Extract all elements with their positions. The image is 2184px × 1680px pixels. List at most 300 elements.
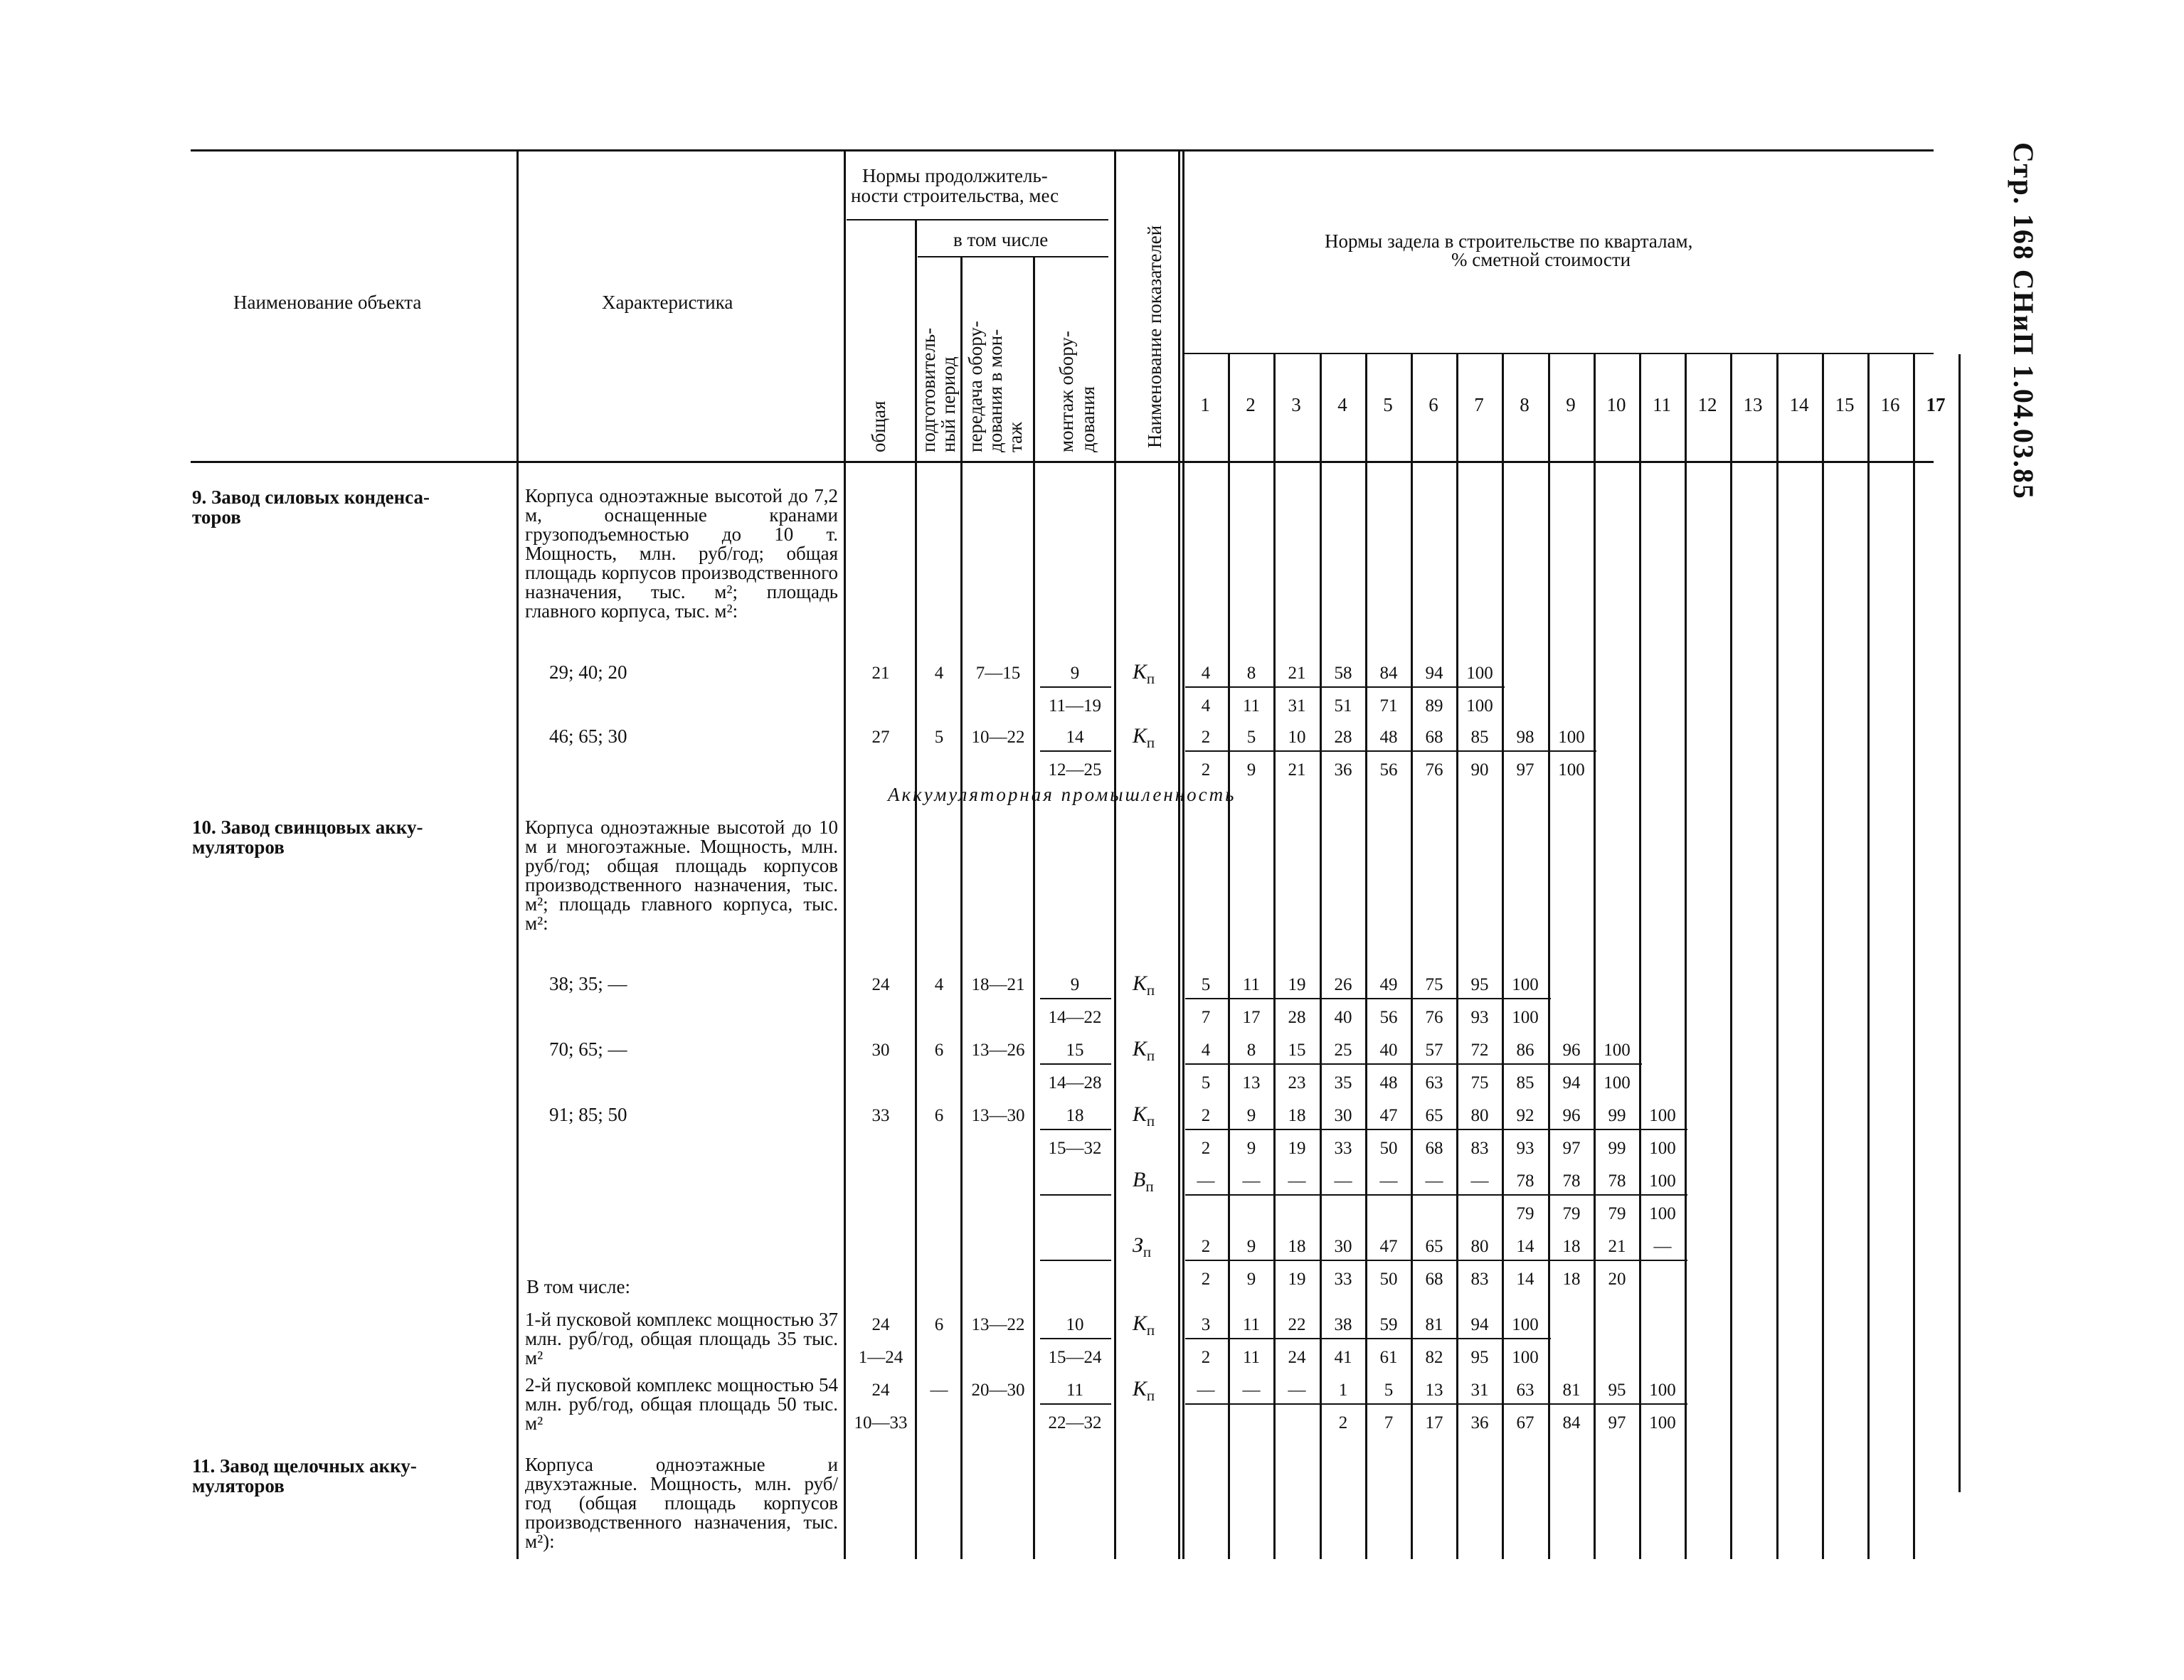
duration-transfer: 7—15	[975, 664, 1021, 683]
duration-mount: 15	[1066, 1041, 1084, 1060]
capacity-label: 38; 35; —	[549, 973, 627, 994]
fraction-bar	[1185, 998, 1551, 999]
fraction-bar	[1185, 686, 1505, 688]
header-sub-mount-1: монтаж обору-	[1056, 331, 1077, 452]
quarter-value: 93	[1470, 1008, 1489, 1027]
quarter-value: 49	[1379, 975, 1398, 994]
quarter-col-rule	[1822, 354, 1824, 1559]
duration-mount: 14—28	[1048, 1073, 1102, 1092]
indicator-subscript: п	[1146, 1387, 1155, 1404]
quarter-value: 11	[1242, 696, 1261, 716]
quarter-value: 84	[1379, 664, 1398, 683]
quarter-value: 36	[1470, 1413, 1489, 1432]
indicator-subscript: п	[1146, 1322, 1155, 1339]
quarter-value: 68	[1425, 728, 1443, 747]
header-quarter-7: 7	[1474, 394, 1484, 415]
header-quarter-4: 4	[1337, 394, 1347, 415]
quarter-value: —	[1197, 1381, 1215, 1400]
quarter-value: 100	[1649, 1204, 1676, 1223]
object-11-name-line2: муляторов	[192, 1475, 285, 1496]
quarter-value: 57	[1425, 1041, 1443, 1060]
header-quarter-8: 8	[1520, 394, 1530, 415]
header-bottom-rule	[191, 461, 1934, 463]
object-9-name-line2: торов	[192, 506, 241, 528]
quarter-value: 83	[1470, 1139, 1489, 1158]
quarter-col-rule	[1958, 354, 1961, 1492]
duration-prep: 6	[934, 1106, 944, 1125]
indicator-symbol	[1133, 661, 1155, 686]
col-rule-indicator	[1178, 151, 1180, 1559]
header-quarter-16: 16	[1880, 394, 1900, 415]
quarter-value: 15	[1288, 1041, 1306, 1060]
fraction-bar	[1040, 1338, 1111, 1339]
header-quarter-3: 3	[1291, 394, 1301, 415]
quarter-value: 2	[1338, 1413, 1348, 1432]
object-11-characteristic: Корпуса одноэтажные и двухэтажные. Мощность, млн. руб/год (общая площадь корпусов производственного назначения, тыс. м²):	[525, 1454, 838, 1552]
quarter-value: 18	[1288, 1237, 1306, 1256]
quarter-value: 58	[1334, 664, 1352, 683]
quarter-value: 61	[1379, 1348, 1398, 1367]
col-rule-char	[844, 151, 846, 1559]
quarter-value: 68	[1425, 1270, 1443, 1289]
quarter-value: 71	[1379, 696, 1398, 716]
quarter-value: 94	[1470, 1315, 1489, 1334]
quarter-value: 79	[1516, 1204, 1534, 1223]
quarter-value: 89	[1425, 696, 1443, 716]
quarter-col-rule	[1273, 354, 1276, 1559]
object-10-characteristic: Корпуса одноэтажные высотой до 10 м и многоэтажные. Мощность, млн. руб/год; общая площадь корпусов производственного назначения, тыс. м²; площадь главного корпуса, тыс. м²:	[525, 817, 838, 934]
header-quarter-12: 12	[1697, 394, 1717, 415]
quarter-col-rule	[1776, 354, 1779, 1559]
fraction-bar	[1040, 1260, 1111, 1261]
indicator-subscript: п	[1146, 1047, 1155, 1064]
quarter-value: —	[1470, 1171, 1489, 1191]
quarter-value: 81	[1425, 1315, 1443, 1334]
quarter-value: 30	[1334, 1237, 1352, 1256]
quarter-value: 100	[1603, 1041, 1631, 1060]
duration-prep: —	[930, 1381, 948, 1400]
quarter-value: 63	[1516, 1381, 1534, 1400]
quarter-value: 4	[1201, 1041, 1211, 1060]
quarter-value: 22	[1288, 1315, 1306, 1334]
quarter-value: 9	[1246, 1106, 1256, 1125]
col-rule-trans	[1033, 257, 1035, 1559]
header-norms-line2: ности строительства, мес	[851, 185, 1059, 206]
object-9-characteristic: Корпуса одноэтажные высотой до 7,2 м, оснащенные кранами грузоподъемностью до 10 т. Мощность, млн. руб/год; общая площадь корпусов производственного назначения, тыс. м²; площадь главного корпуса, тыс. м²:	[525, 485, 838, 622]
quarter-value: 75	[1425, 975, 1443, 994]
duration-transfer: 13—30	[971, 1106, 1025, 1125]
fraction-bar	[1185, 1338, 1551, 1339]
quarter-value: 7	[1384, 1413, 1394, 1432]
quarter-value: 9	[1246, 1139, 1256, 1158]
col-rule-total	[915, 220, 917, 1559]
quarter-value: 50	[1379, 1270, 1398, 1289]
quarter-value: 5	[1246, 728, 1256, 747]
quarter-value: 9	[1246, 760, 1256, 780]
zadel-subrule	[1182, 353, 1934, 354]
header-quarter-10: 10	[1606, 394, 1626, 415]
quarter-value: 5	[1384, 1381, 1394, 1400]
object-10-name-line1: 10. Завод свинцовых акку-	[192, 817, 423, 838]
header-norms-line1: Нормы продолжитель-	[862, 165, 1048, 186]
quarter-value: 35	[1334, 1073, 1352, 1092]
quarter-value: —	[1242, 1171, 1261, 1191]
fraction-bar	[1040, 998, 1111, 999]
quarter-col-rule	[1365, 354, 1367, 1559]
quarter-value: 38	[1334, 1315, 1352, 1334]
quarter-value: 33	[1334, 1270, 1352, 1289]
quarter-col-rule	[1411, 354, 1413, 1559]
indicator-letter: К	[1133, 660, 1147, 684]
quarter-value: 2	[1201, 1270, 1211, 1289]
quarter-value: 100	[1603, 1073, 1631, 1092]
quarter-value: 23	[1288, 1073, 1306, 1092]
duration-mount: 14	[1066, 728, 1084, 747]
quarter-value: 5	[1201, 975, 1211, 994]
norms-subrule	[847, 219, 1108, 220]
quarter-value: 36	[1334, 760, 1352, 780]
quarter-value: 17	[1242, 1008, 1261, 1027]
duration-mount: 15—32	[1048, 1139, 1102, 1158]
indicator-symbol	[1133, 1235, 1151, 1260]
duration-total: 24	[871, 1381, 890, 1400]
header-name-col: Наименование объекта	[233, 292, 422, 313]
quarter-col-rule	[1867, 354, 1870, 1559]
quarter-value: 3	[1201, 1315, 1211, 1334]
duration-mount: 10	[1066, 1315, 1084, 1334]
top-rule	[191, 149, 1934, 151]
duration-mount: 11	[1066, 1381, 1084, 1400]
quarter-col-rule	[1502, 354, 1504, 1559]
indicator-symbol	[1133, 725, 1155, 750]
quarter-value: 1	[1338, 1381, 1348, 1400]
quarter-value: 83	[1470, 1270, 1489, 1289]
quarter-value: 85	[1470, 728, 1489, 747]
indicator-subscript: п	[1146, 1112, 1155, 1129]
duration-prep: 6	[934, 1315, 944, 1334]
duration-total: 10—33	[854, 1413, 908, 1432]
quarter-value: 96	[1562, 1106, 1581, 1125]
quarter-value: 47	[1379, 1106, 1398, 1125]
col-rule-mount	[1114, 151, 1116, 1559]
quarter-value: 94	[1562, 1073, 1581, 1092]
fraction-bar	[1185, 1063, 1642, 1065]
fraction-bar	[1040, 686, 1111, 688]
duration-prep: 6	[934, 1041, 944, 1060]
quarter-value: 31	[1470, 1381, 1489, 1400]
quarter-value: 21	[1288, 664, 1306, 683]
quarter-value: 79	[1562, 1204, 1581, 1223]
indicator-symbol	[1133, 1378, 1155, 1403]
quarter-value: 92	[1516, 1106, 1534, 1125]
quarter-value: 18	[1562, 1237, 1581, 1256]
quarter-value: 21	[1288, 760, 1306, 780]
indicator-symbol	[1133, 1104, 1155, 1129]
quarter-value: 2	[1201, 1348, 1211, 1367]
quarter-value: 68	[1425, 1139, 1443, 1158]
quarter-value: 78	[1516, 1171, 1534, 1191]
fraction-bar	[1040, 1063, 1111, 1065]
quarter-value: 8	[1246, 1041, 1256, 1060]
indicator-subscript: п	[1146, 670, 1155, 687]
header-quarter-1: 1	[1200, 394, 1210, 415]
capacity-label: 46; 65; 30	[549, 725, 627, 747]
quarter-col-rule	[1182, 151, 1184, 1559]
quarter-value: 84	[1562, 1413, 1581, 1432]
duration-prep: 4	[934, 664, 944, 683]
quarter-value: 18	[1562, 1270, 1581, 1289]
fraction-bar	[1185, 1260, 1687, 1261]
indicator-subscript: п	[1146, 734, 1155, 751]
duration-mount: 18	[1066, 1106, 1084, 1125]
fraction-bar	[1185, 1129, 1687, 1130]
quarter-value: 99	[1608, 1106, 1626, 1125]
duration-total: 21	[871, 664, 890, 683]
indicator-symbol	[1133, 1038, 1155, 1063]
duration-prep: 4	[934, 975, 944, 994]
quarter-col-rule	[1320, 354, 1322, 1559]
quarter-value: 63	[1425, 1073, 1443, 1092]
quarter-value: 25	[1334, 1041, 1352, 1060]
fraction-bar	[1040, 1403, 1111, 1405]
duration-total: 24	[871, 1315, 890, 1334]
header-quarter-13: 13	[1743, 394, 1763, 415]
header-quarter-5: 5	[1383, 394, 1393, 415]
quarter-value: 19	[1288, 975, 1306, 994]
header-incl: в том числе	[953, 229, 1049, 250]
duration-mount: 22—32	[1048, 1413, 1102, 1432]
quarter-value: 48	[1379, 1073, 1398, 1092]
quarter-value: 100	[1512, 1008, 1539, 1027]
col-rule-prep	[960, 257, 963, 1559]
quarter-value: —	[1334, 1171, 1352, 1191]
quarter-value: 9	[1246, 1270, 1256, 1289]
quarter-value: 4	[1201, 664, 1211, 683]
duration-total: 30	[871, 1041, 890, 1060]
duration-transfer: 10—22	[971, 728, 1025, 747]
duration-mount: 14—22	[1048, 1008, 1102, 1027]
header-quarter-15: 15	[1835, 394, 1855, 415]
quarter-value: 14	[1516, 1237, 1534, 1256]
duration-total: 27	[871, 728, 890, 747]
quarter-value: —	[1653, 1237, 1672, 1256]
indicator-letter: К	[1133, 724, 1147, 748]
quarter-value: 11	[1242, 975, 1261, 994]
quarter-value: 98	[1516, 728, 1534, 747]
object-10-name-line2: муляторов	[192, 836, 285, 858]
header-sub-prep-2: ный период	[938, 356, 959, 452]
quarter-value: 2	[1201, 1106, 1211, 1125]
fraction-bar	[1185, 1403, 1687, 1405]
duration-mount: 11—19	[1048, 696, 1102, 716]
quarter-col-rule	[1228, 354, 1230, 1559]
quarter-value: 99	[1608, 1139, 1626, 1158]
quarter-value: 80	[1470, 1106, 1489, 1125]
quarter-value: 8	[1246, 664, 1256, 683]
quarter-value: 30	[1334, 1106, 1352, 1125]
quarter-value: 81	[1562, 1381, 1581, 1400]
duration-total: 33	[871, 1106, 890, 1125]
duration-mount: 15—24	[1048, 1348, 1102, 1367]
quarter-value: 95	[1470, 975, 1489, 994]
duration-transfer: 13—22	[971, 1315, 1025, 1334]
quarter-value: 100	[1649, 1381, 1676, 1400]
quarter-value: 2	[1201, 760, 1211, 780]
fraction-bar	[1185, 750, 1596, 752]
quarter-value: —	[1288, 1171, 1306, 1191]
duration-total: 1—24	[858, 1348, 903, 1367]
quarter-value: 40	[1334, 1008, 1352, 1027]
quarter-value: 20	[1608, 1270, 1626, 1289]
quarter-value: 72	[1470, 1041, 1489, 1060]
quarter-value: 82	[1425, 1348, 1443, 1367]
quarter-value: 19	[1288, 1270, 1306, 1289]
quarter-value: 80	[1470, 1237, 1489, 1256]
quarter-col-rule	[1548, 354, 1550, 1559]
indicator-letter: К	[1133, 1377, 1147, 1400]
quarter-col-rule	[1685, 354, 1687, 1559]
quarter-value: 56	[1379, 1008, 1398, 1027]
quarter-value: 56	[1379, 760, 1398, 780]
quarter-value: 5	[1201, 1073, 1211, 1092]
indicator-letter: К	[1133, 1037, 1147, 1060]
header-zadel-line2: % сметной стоимости	[1451, 249, 1631, 270]
quarter-value: 33	[1334, 1139, 1352, 1158]
quarter-value: —	[1197, 1171, 1215, 1191]
quarter-value: 28	[1334, 728, 1352, 747]
quarter-value: —	[1379, 1171, 1398, 1191]
quarter-value: 48	[1379, 728, 1398, 747]
duration-prep: 5	[934, 728, 944, 747]
fraction-bar	[1040, 1194, 1111, 1196]
quarter-value: 100	[1649, 1171, 1676, 1191]
quarter-value: 90	[1470, 760, 1489, 780]
quarter-value: 78	[1608, 1171, 1626, 1191]
header-zadel-line1: Нормы задела в строительстве по кварталам,	[1325, 230, 1693, 252]
capacity-label: 91; 85; 50	[549, 1104, 627, 1125]
quarter-value: 76	[1425, 760, 1443, 780]
indicator-letter: К	[1133, 1312, 1147, 1335]
indicator-subscript: п	[1143, 1243, 1152, 1260]
quarter-value: 97	[1562, 1139, 1581, 1158]
duration-transfer: 13—26	[971, 1041, 1025, 1060]
header-sub-transfer-2: дования в мон-	[985, 329, 1006, 452]
object-9-name-line1: 9. Завод силовых конденса-	[192, 487, 430, 508]
capacity-label: 70; 65; —	[549, 1038, 627, 1060]
object-10-launch-complex-2: 2-й пусковой комплекс мощностью 54 млн. руб/год, общая площадь 50 тыс. м²	[525, 1374, 838, 1434]
header-quarter-9: 9	[1566, 394, 1576, 415]
quarter-value: 50	[1379, 1139, 1398, 1158]
quarter-value: 41	[1334, 1348, 1352, 1367]
quarter-value: 51	[1334, 696, 1352, 716]
header-indicator: Наименование показателей	[1144, 225, 1165, 448]
quarter-value: 11	[1242, 1315, 1261, 1334]
header-char-col: Характеристика	[602, 292, 733, 313]
incl-subrule	[918, 256, 1108, 257]
quarter-value: 94	[1425, 664, 1443, 683]
quarter-col-rule	[1913, 354, 1915, 1559]
quarter-value: 76	[1425, 1008, 1443, 1027]
header-quarter-6: 6	[1428, 394, 1438, 415]
header-sub-transfer-1: передача обору-	[965, 321, 986, 452]
quarter-value: 24	[1288, 1348, 1306, 1367]
quarter-value: 86	[1516, 1041, 1534, 1060]
indicator-letter: В	[1133, 1168, 1146, 1191]
duration-transfer: 20—30	[971, 1381, 1025, 1400]
quarter-value: 10	[1288, 728, 1306, 747]
quarter-value: 97	[1608, 1413, 1626, 1432]
quarter-value: 100	[1558, 760, 1585, 780]
quarter-col-rule	[1456, 354, 1458, 1559]
indicator-letter: З	[1133, 1233, 1143, 1257]
header-quarter-2: 2	[1246, 394, 1256, 415]
quarter-value: 21	[1608, 1237, 1626, 1256]
quarter-col-rule	[1730, 354, 1732, 1559]
quarter-value: 47	[1379, 1237, 1398, 1256]
quarter-value: 100	[1466, 664, 1493, 683]
quarter-value: 9	[1246, 1237, 1256, 1256]
fraction-bar	[1185, 1194, 1687, 1196]
fraction-bar	[1040, 1129, 1111, 1130]
quarter-value: 67	[1516, 1413, 1534, 1432]
indicator-letter: К	[1133, 1102, 1147, 1126]
quarter-value: 100	[1649, 1106, 1676, 1125]
section-battery-industry: Аккумуляторная промышленность	[888, 784, 1236, 805]
header-sub-total: общая	[868, 400, 889, 452]
quarter-value: 59	[1379, 1315, 1398, 1334]
header-quarter-17: 17	[1926, 394, 1946, 415]
quarter-value: 13	[1425, 1381, 1443, 1400]
duration-mount: 9	[1070, 975, 1080, 994]
quarter-value: 100	[1466, 696, 1493, 716]
quarter-value: —	[1425, 1171, 1443, 1191]
col-rule-name	[516, 151, 519, 1559]
quarter-col-rule	[1594, 354, 1596, 1559]
quarter-value: 75	[1470, 1073, 1489, 1092]
quarter-value: 97	[1516, 760, 1534, 780]
quarter-value: 13	[1242, 1073, 1261, 1092]
quarter-value: 65	[1425, 1106, 1443, 1125]
quarter-value: 11	[1242, 1348, 1261, 1367]
quarter-value: 14	[1516, 1270, 1534, 1289]
quarter-value: 85	[1516, 1073, 1534, 1092]
quarter-value: 78	[1562, 1171, 1581, 1191]
quarter-value: 100	[1512, 1348, 1539, 1367]
header-quarter-14: 14	[1789, 394, 1809, 415]
indicator-subscript: п	[1146, 982, 1155, 999]
quarter-value: 100	[1649, 1139, 1676, 1158]
object-11-name-line1: 11. Завод щелочных акку-	[192, 1455, 417, 1477]
duration-mount: 12—25	[1048, 760, 1102, 780]
indicator-symbol	[1133, 973, 1155, 998]
quarter-value: 17	[1425, 1413, 1443, 1432]
duration-mount: 9	[1070, 664, 1080, 683]
quarter-value: 7	[1201, 1008, 1211, 1027]
quarter-value: 31	[1288, 696, 1306, 716]
quarter-value: 79	[1608, 1204, 1626, 1223]
quarter-value: 19	[1288, 1139, 1306, 1158]
quarter-value: —	[1242, 1381, 1261, 1400]
fraction-bar	[1040, 750, 1111, 752]
header-sub-prep-1: подготовитель-	[918, 327, 939, 452]
quarter-value: 26	[1334, 975, 1352, 994]
quarter-value: 100	[1649, 1413, 1676, 1432]
quarter-value: 95	[1608, 1381, 1626, 1400]
page-side-label: Стр. 168 СНиП 1.04.03.85	[2008, 142, 2040, 500]
duration-transfer: 18—21	[971, 975, 1025, 994]
header-sub-transfer-3: таж	[1004, 422, 1026, 452]
quarter-value: 2	[1201, 1139, 1211, 1158]
